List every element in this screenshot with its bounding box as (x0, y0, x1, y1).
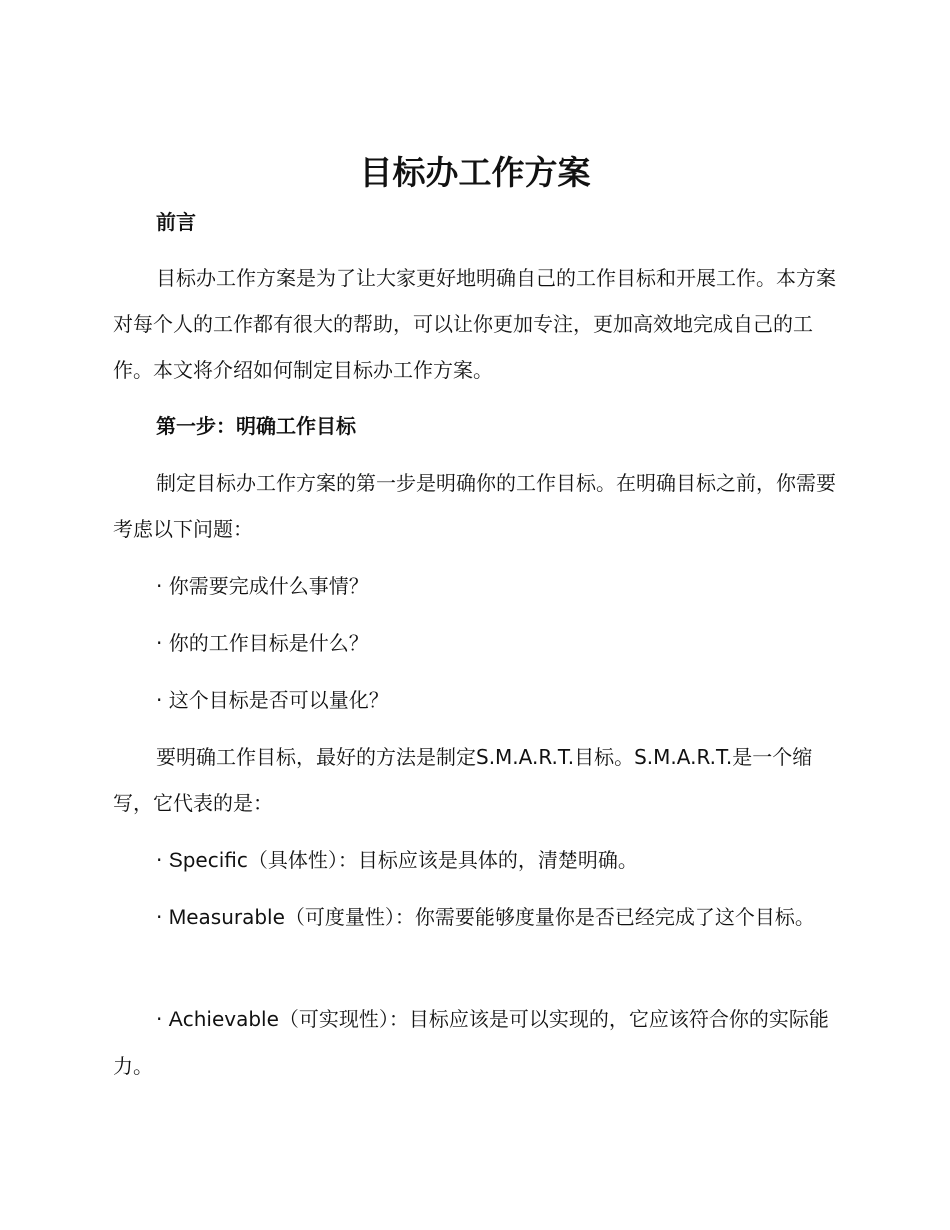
question-item: · 你需要完成什么事情？ (156, 574, 369, 598)
smart-item-bullet: · (156, 848, 169, 872)
step1-intro-paragraph: 制定目标办工作方案的第一步是明确你的工作目标。在明确目标之前，你需要考虑以下问题： (113, 471, 836, 541)
smart-item-bullet: · (156, 905, 169, 929)
smart-item-text: easurable（可度量性）：你需要能够度量你是否已经完成了这个目标。 (186, 905, 815, 929)
smart-item-bullet: · (156, 1007, 169, 1031)
smart-item-measurable (113, 894, 838, 941)
document-title: 目标办工作方案 (359, 153, 591, 192)
smart-item-lead: S (168, 849, 183, 872)
smart-item-text: pecific（具体性）：目标应该是具体的，清楚明确。 (182, 848, 638, 872)
smart-item-specific (113, 837, 838, 884)
smart-item-lead: A (168, 1008, 183, 1031)
step1-heading: 第一步：明确工作目标 (156, 414, 356, 438)
smart-intro-paragraph: 要明确工作目标，最好的方法是制定S.M.A.R.T.目标。S.M.A.R.T.是一个缩写，它代表的是： (113, 745, 813, 815)
question-item: · 这个目标是否可以量化？ (156, 688, 389, 712)
preface-heading: 前言 (156, 210, 196, 234)
smart-item-text: chievable（可实现性）：目标应该是可以实现的，它应该符合你的实际能力。 (113, 1007, 829, 1078)
question-item: · 你的工作目标是什么？ (156, 631, 369, 655)
smart-item-lead: M (168, 906, 187, 929)
preface-paragraph: 目标办工作方案是为了让大家更好地明确自己的工作目标和开展工作。本方案对每个人的工作都有很大的帮助，可以让你更加专注，更加高效地完成自己的工作。本文将介绍如何制定目标办工作方案。 (113, 266, 836, 382)
smart-item-achievable (113, 996, 838, 1089)
